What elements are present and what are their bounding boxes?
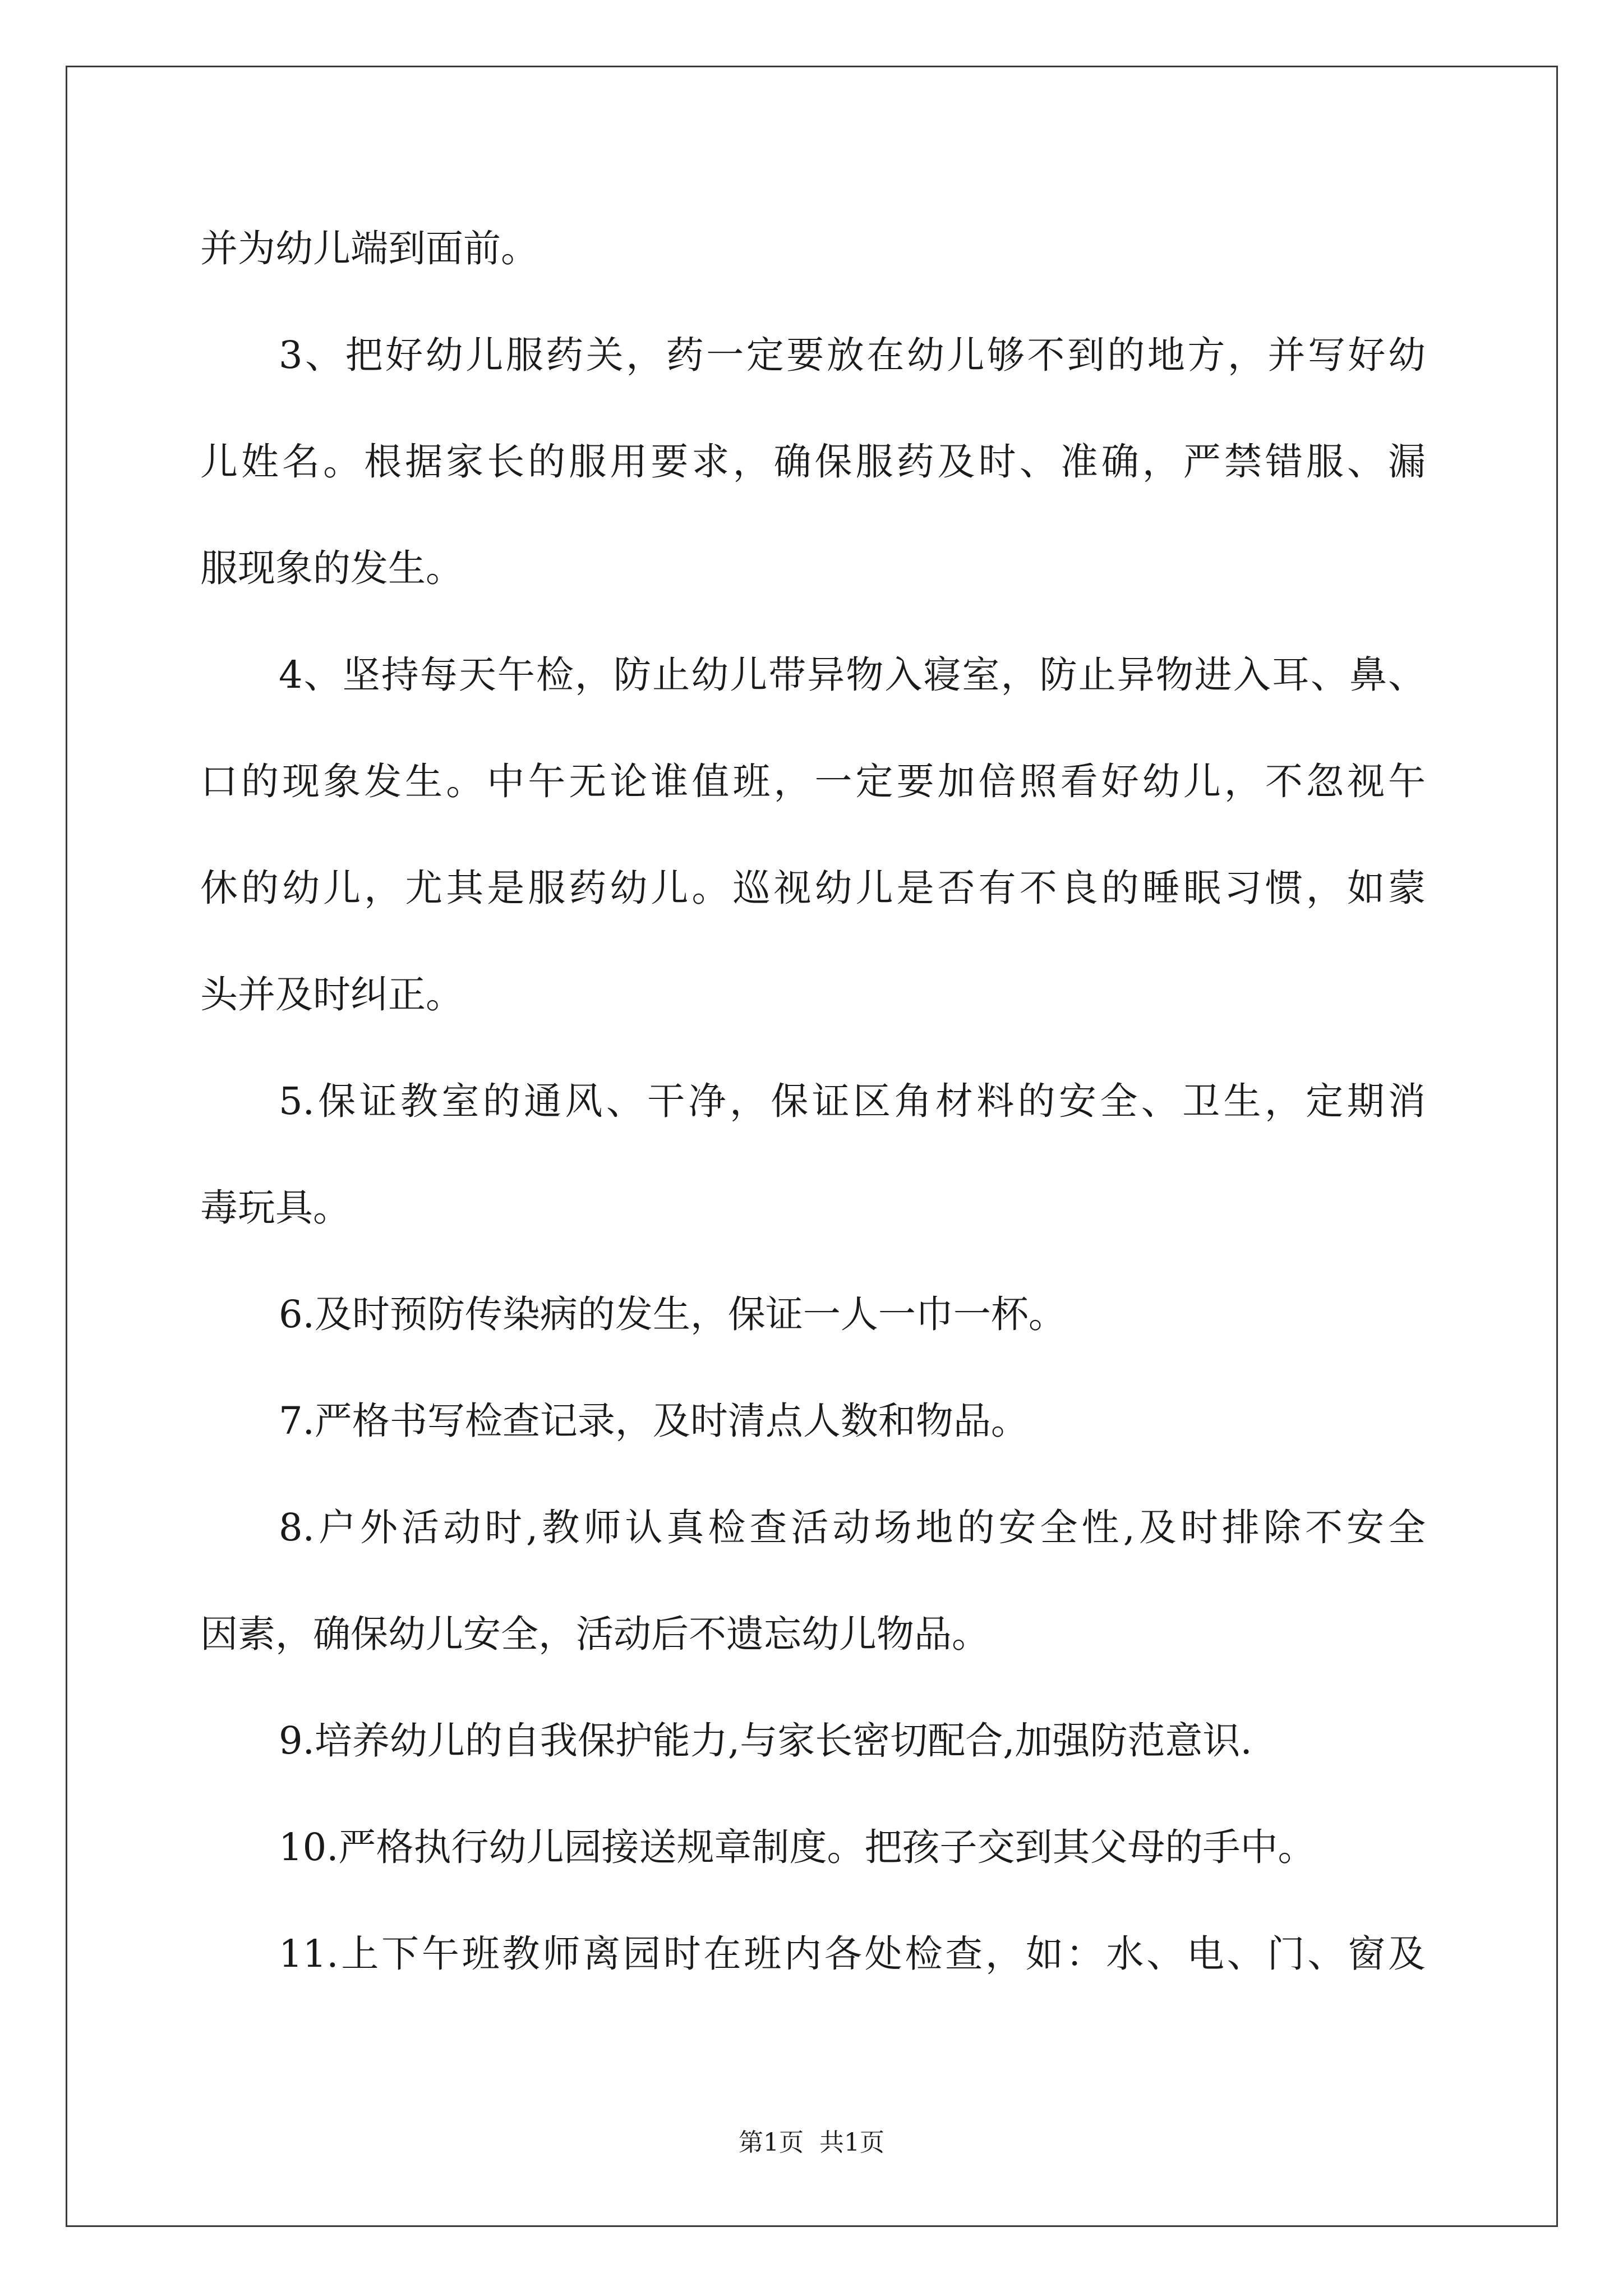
paragraph	[200, 1901, 1426, 2007]
paragraph	[200, 1794, 1426, 1901]
paragraph-line: 头并及时纠正。	[200, 973, 463, 1016]
paragraph	[200, 1048, 1426, 1261]
paragraph	[200, 1474, 1426, 1687]
paragraph-line: 毒玩具。	[200, 1186, 351, 1230]
paragraph	[200, 302, 1426, 622]
paragraph	[200, 195, 1426, 302]
paragraph	[200, 1368, 1426, 1474]
paragraph-line: 7.严格书写检查记录，及时清点人数和物品。	[279, 1399, 1029, 1443]
paragraph-line: 儿姓名。根据家长的服用要求，确保服药及时、准确，严禁错服、漏	[200, 440, 1426, 484]
paragraph-line: 9.培养幼儿的自我保护能力,与家长密切配合,加强防范意识.	[279, 1719, 1252, 1763]
paragraph-line: 5.保证教室的通风、干净，保证区角材料的安全、卫生，定期消	[279, 1079, 1426, 1123]
paragraph-line: 口的现象发生。中午无论谁值班，一定要加倍照看好幼儿，不忽视午	[200, 760, 1426, 803]
paragraph-line: 服现象的发生。	[200, 546, 463, 590]
paragraph-line: 4、坚持每天午检，防止幼儿带异物入寝室，防止异物进入耳、鼻、	[279, 653, 1426, 697]
paragraph-line: 11.上下午班教师离园时在班内各处检查，如：水、电、门、窗及	[279, 1932, 1426, 1976]
paragraph	[200, 1687, 1426, 1794]
paragraph-line: 10.严格执行幼儿园接送规章制度。把孩子交到其父母的手中。	[279, 1825, 1316, 1869]
paragraph-line: 休的幼儿，尤其是服药幼儿。巡视幼儿是否有不良的睡眠习惯，如蒙	[200, 866, 1426, 910]
paragraph	[200, 1261, 1426, 1368]
document-body	[200, 195, 1426, 2007]
paragraph-line: 3、把好幼儿服药关，药一定要放在幼儿够不到的地方，并写好幼	[279, 333, 1426, 377]
page-footer: 第1页 共1页	[739, 2128, 884, 2157]
paragraph	[200, 622, 1426, 1048]
paragraph-line: 8.户外活动时,教师认真检查活动场地的安全性,及时排除不安全	[279, 1506, 1426, 1549]
paragraph-line: 因素，确保幼儿安全，活动后不遗忘幼儿物品。	[200, 1612, 989, 1656]
paragraph-line: 并为幼儿端到面前。	[200, 227, 538, 270]
paragraph-line: 6.及时预防传染病的发生，保证一人一巾一杯。	[279, 1292, 1066, 1336]
